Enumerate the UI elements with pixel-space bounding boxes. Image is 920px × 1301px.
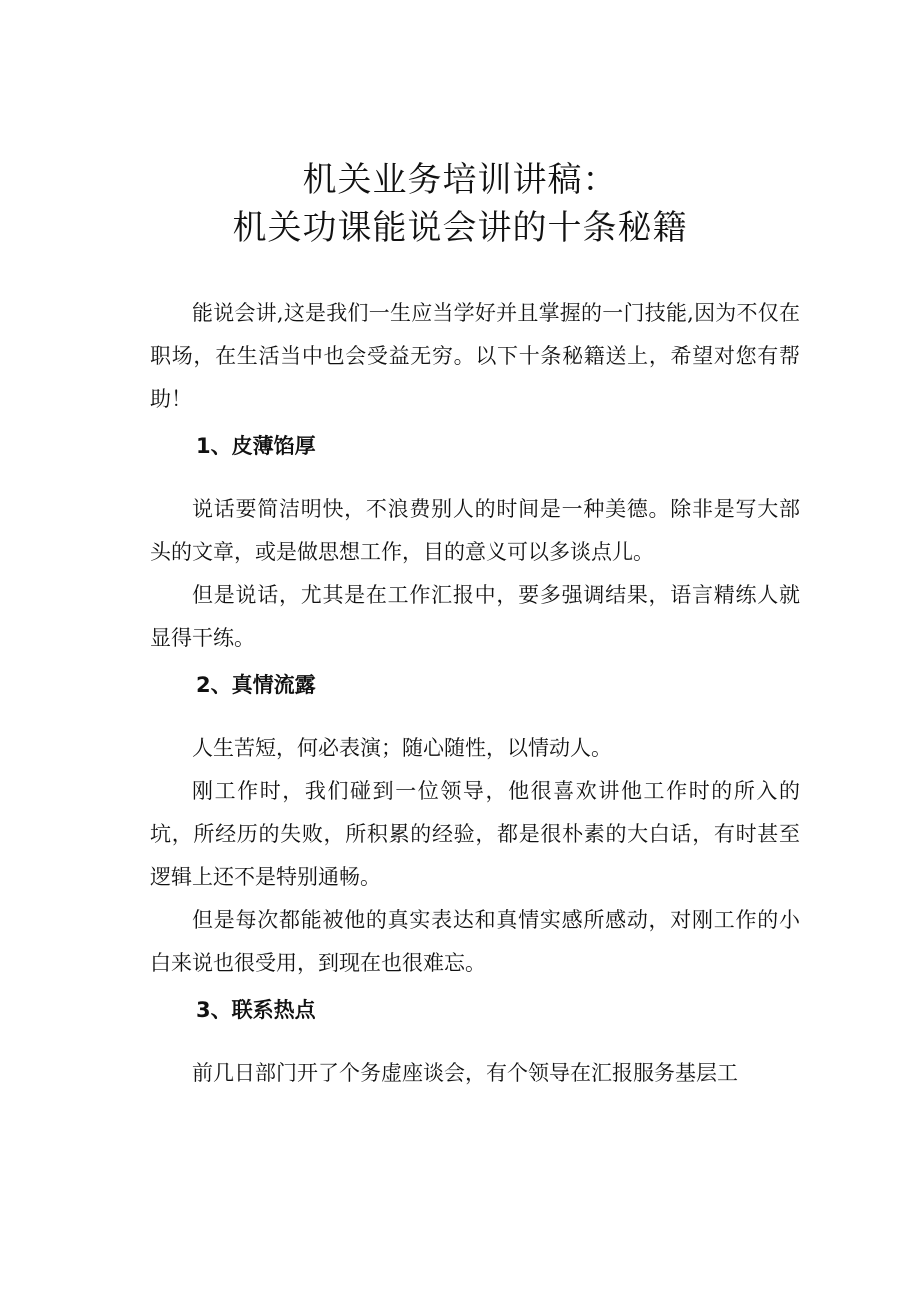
section-2-paragraph-1: 人生苦短，何必表演；随心随性，以情动人。 bbox=[192, 736, 612, 760]
section-1-paragraph-1: 说话要简洁明快，不浪费别人的时间是一种美德。除非是写大部头的文章，或是做思想工作，目的意义可以多谈点儿。 bbox=[150, 497, 800, 564]
section-1-paragraph-2: 但是说话，尤其是在工作汇报中，要多强调结果，语言精练人就显得干练。 bbox=[150, 583, 800, 650]
document-body bbox=[150, 292, 800, 1095]
section-3-paragraph-1: 前几日部门开了个务虚座谈会，有个领导在汇报服务基层工 bbox=[192, 1061, 738, 1085]
intro-paragraph: 能说会讲,这是我们一生应当学好并且掌握的一门技能,因为不仅在职场，在生活当中也会受益无穷。以下十条秘籍送上，希望对您有帮助！ bbox=[150, 301, 800, 411]
section-heading-1: 1、皮薄馅厚 bbox=[196, 434, 316, 458]
section-2-paragraph-3: 但是每次都能被他的真实表达和真情实感所感动，对刚工作的小白来说也很受用，到现在也很难忘。 bbox=[150, 908, 800, 975]
document-title-line-1: 机关业务培训讲稿： bbox=[302, 160, 618, 200]
section-2-paragraph-2: 刚工作时，我们碰到一位领导，他很喜欢讲他工作时的所入的坑，所经历的失败，所积累的经验，都是很朴素的大白话，有时甚至逻辑上还不是特别通畅。 bbox=[150, 779, 800, 889]
section-heading-2: 2、真情流露 bbox=[196, 673, 316, 697]
document-title-line-2: 机关功课能说会讲的十条秘籍 bbox=[232, 208, 688, 248]
section-heading-3: 3、联系热点 bbox=[196, 998, 316, 1022]
